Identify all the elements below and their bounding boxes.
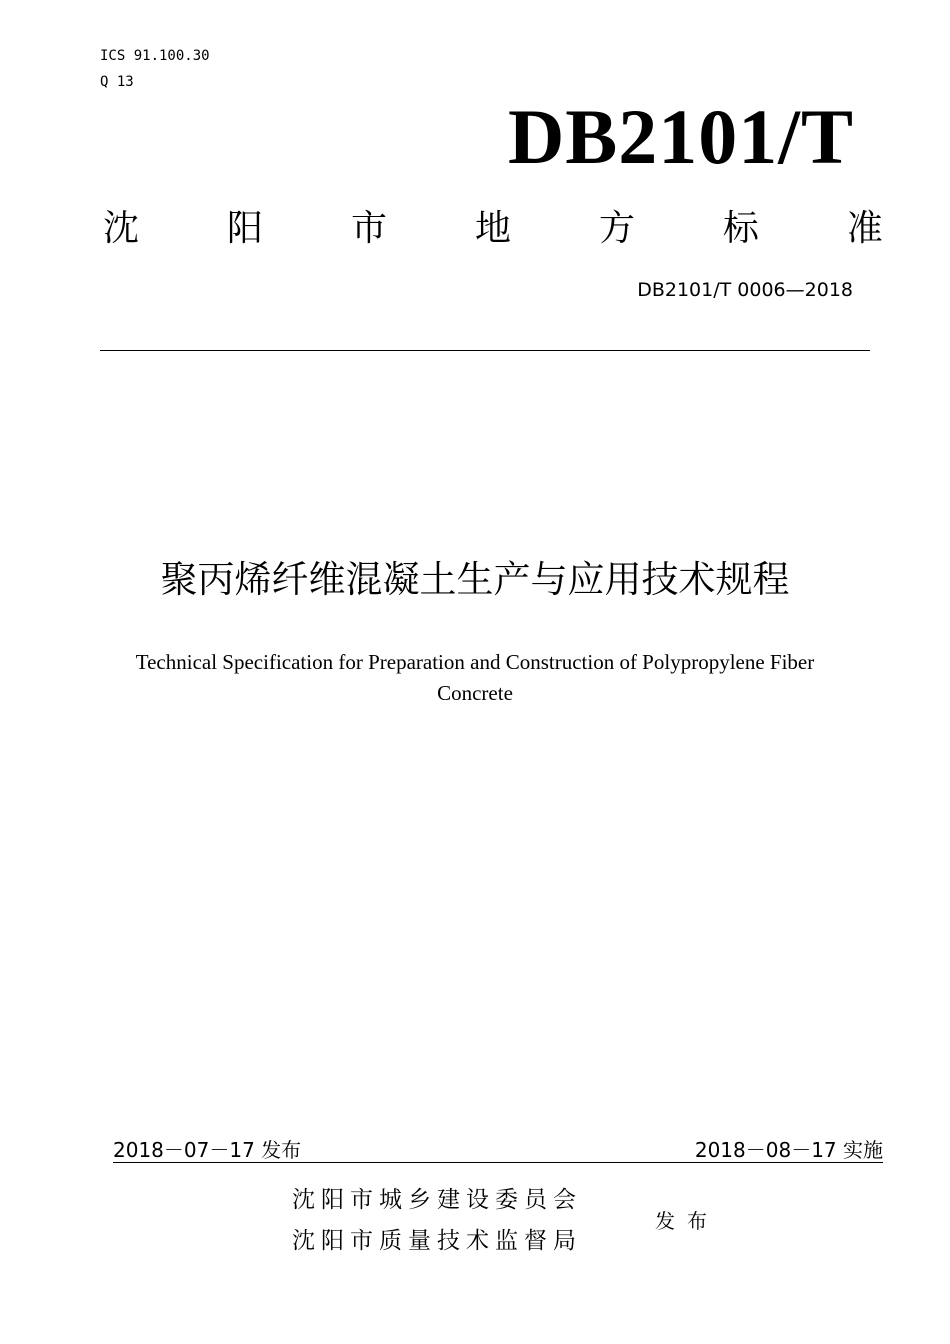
standard-type-char: 地 xyxy=(474,208,511,249)
title-english: Technical Specification for Preparation and Construction of Polypropylene Fiber Concrete xyxy=(135,650,815,705)
publish-label: 发布 xyxy=(655,1209,719,1233)
issue-date: 2018－07－17 发布 xyxy=(113,1138,302,1162)
title-chinese: 聚丙烯纤维混凝土生产与应用技术规程 xyxy=(160,558,790,601)
standard-type-char: 标 xyxy=(722,208,759,249)
ics-code: ICS 91.100.30 xyxy=(100,48,210,64)
ccs-code: Q 13 xyxy=(100,74,134,90)
implement-date: 2018－08－17 实施 xyxy=(694,1138,883,1162)
issuer-quality-bureau: 沈阳市质量技术监督局 xyxy=(292,1228,582,1254)
standard-type-char: 市 xyxy=(350,208,387,249)
standard-type xyxy=(103,205,883,253)
header-divider xyxy=(100,350,870,351)
standard-code: DB2101/T xyxy=(507,93,854,180)
footer-divider xyxy=(113,1162,883,1163)
standard-type-char: 阳 xyxy=(226,208,263,249)
standard-type-char: 准 xyxy=(846,208,883,249)
standard-type-char: 方 xyxy=(598,208,635,249)
standard-type-char: 沈 xyxy=(103,208,140,249)
standard-number: DB2101/T 0006—2018 xyxy=(637,279,853,301)
issuer-construction-committee: 沈阳市城乡建设委员会 xyxy=(292,1187,582,1213)
